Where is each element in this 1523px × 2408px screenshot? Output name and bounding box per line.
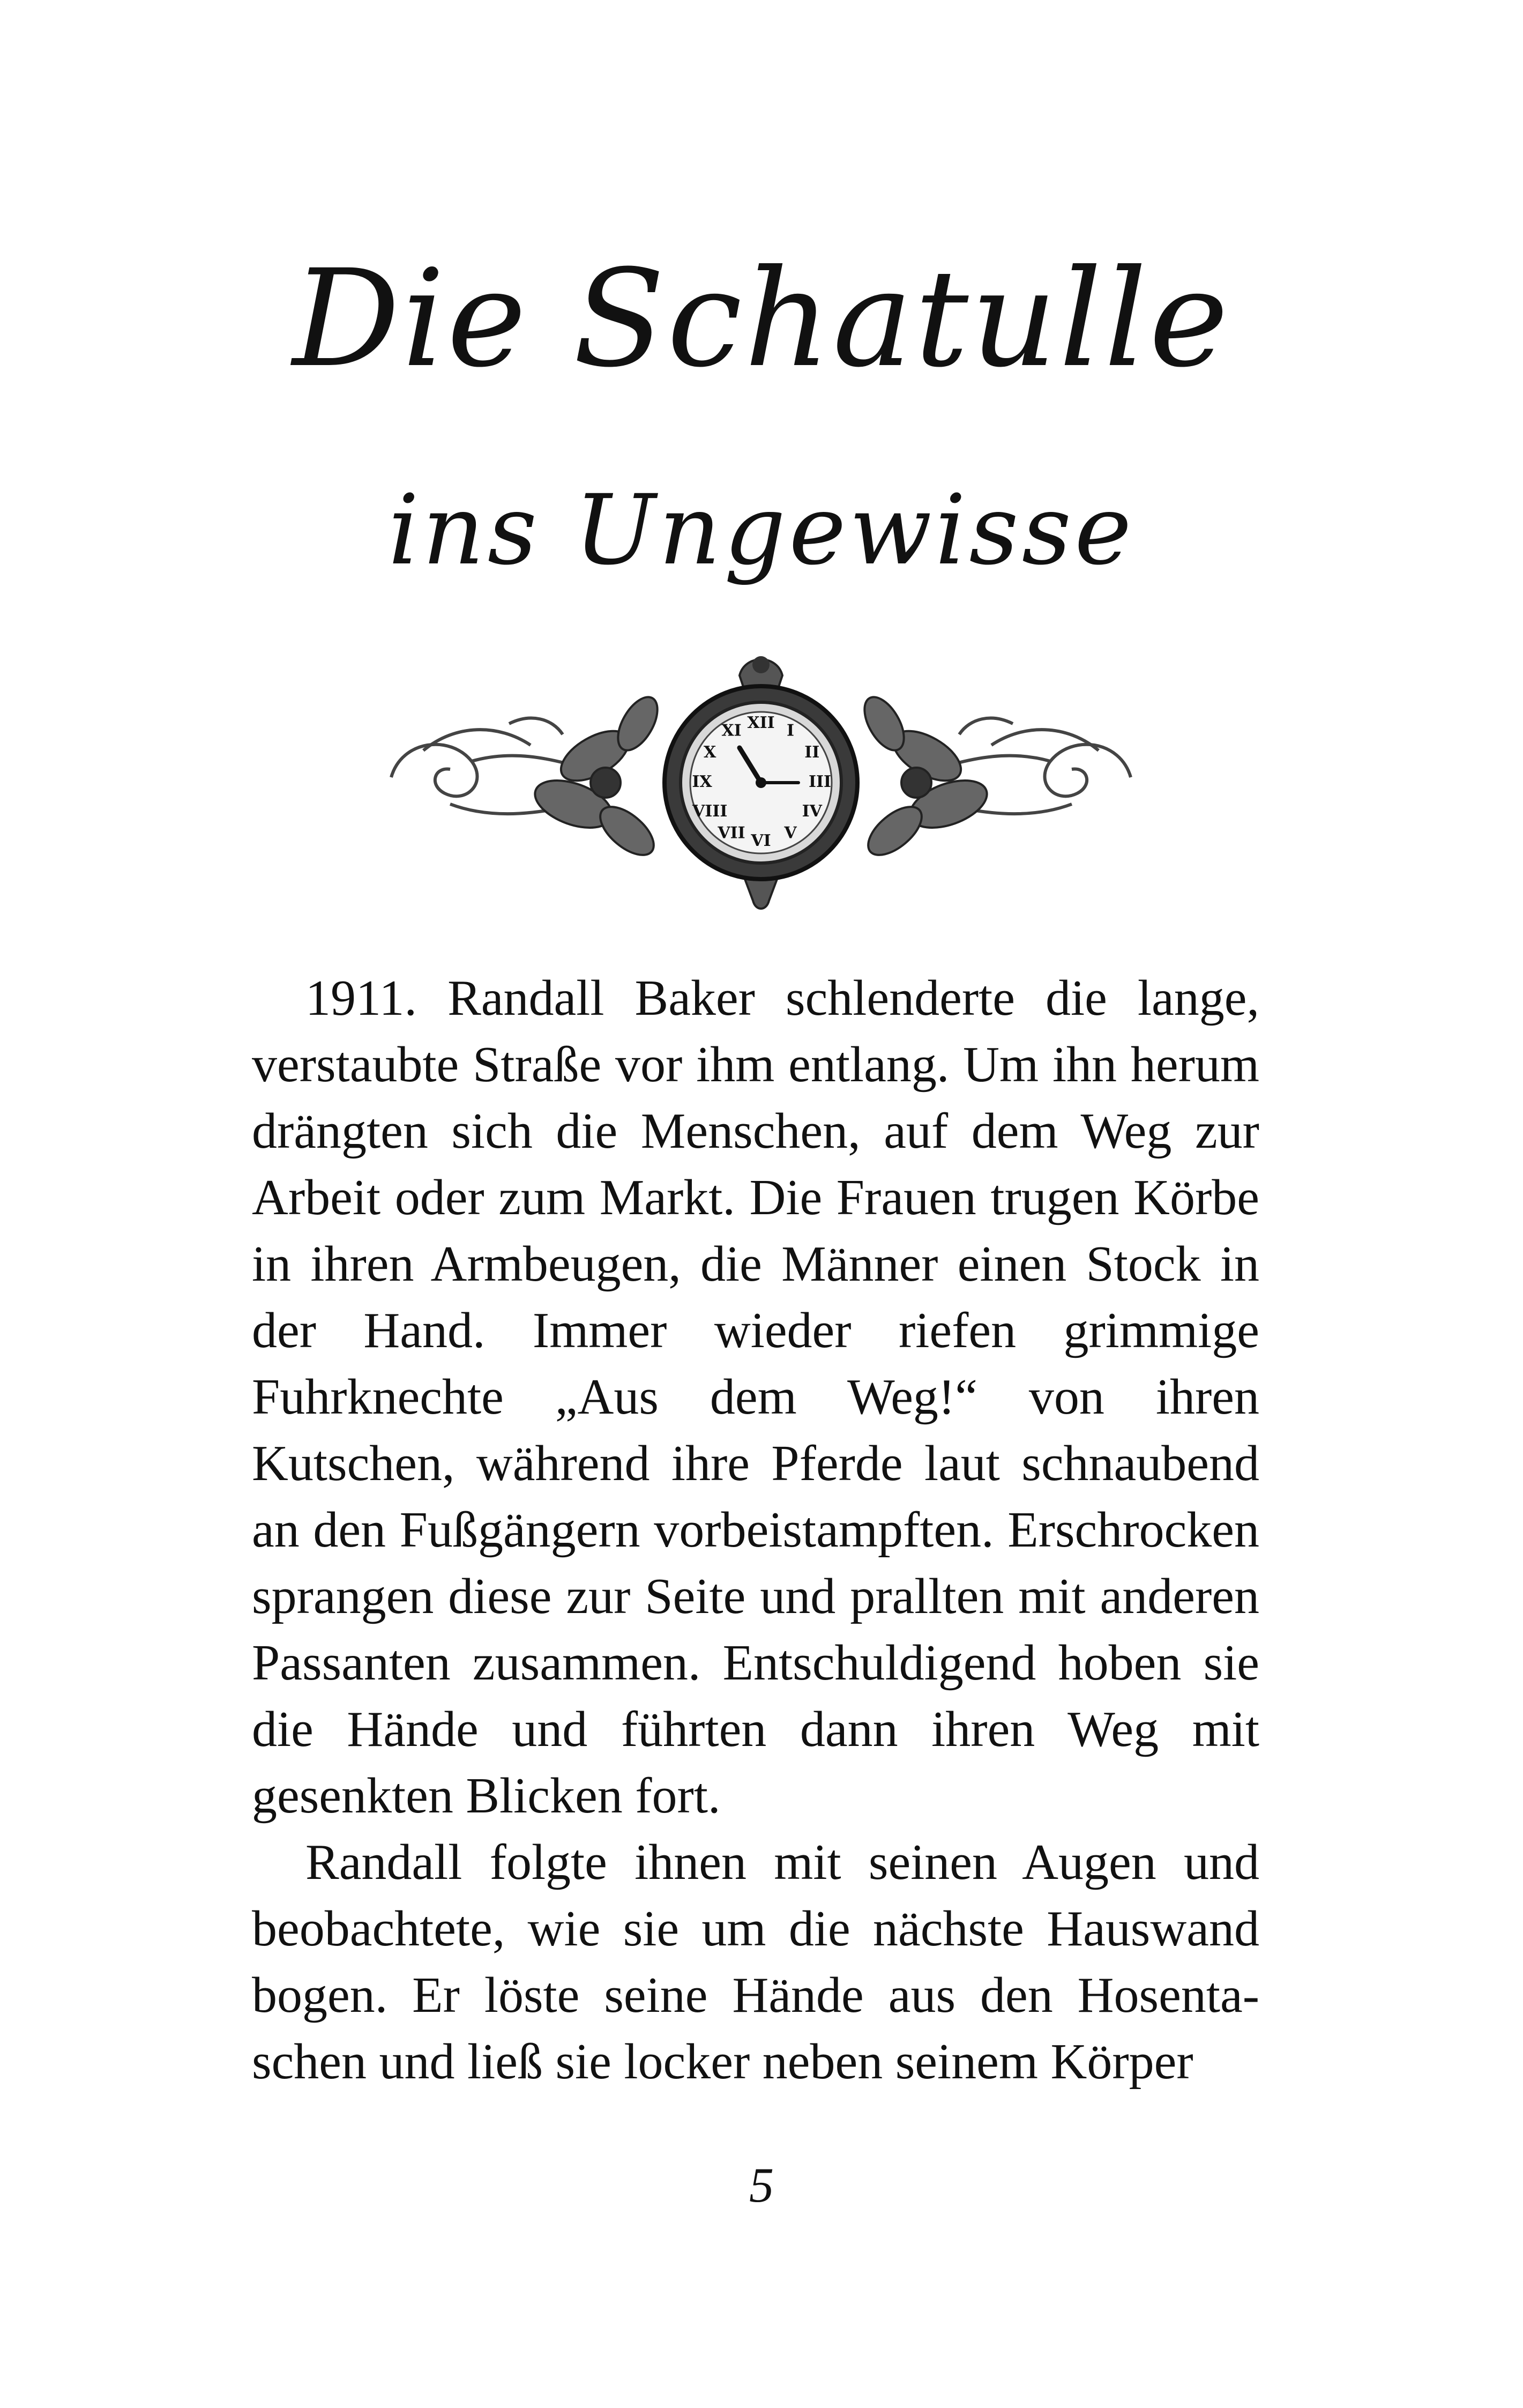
clock-numeral: X [704,743,716,762]
paragraph-1: 1911. Randall Baker schlenderte die lange, verstaubte Straße vor ihm entlang. Um ihn herum drängten sich die Menschen, auf dem Weg zur Arbeit oder zum Markt. Die Frauen trugen Körbe in ihren Armbeugen, die Männer einen Stock in der Hand. Immer wieder riefen grimmige Fuhrknechte „Aus dem Weg!“ von ihren Kutschen, während ihre Pferde laut schnaubend an den Fußgängern vorbeistampften. Erschrocken sprangen diese zur Seite und prallten mit anderen Passanten zusammen. Entschuldigend hoben sie die Hände und führten dann ihren Weg mit gesenkten Blicken fort. [252,970,1259,1824]
page-number: 5 [749,2158,774,2212]
clock-numeral: IX [692,772,712,791]
clock-with-flowers-ornament-icon [370,643,1152,922]
clock-numeral: XI [721,721,742,740]
chapter-title: Die Schatulle [292,241,1231,397]
clock-numeral: VI [751,831,771,850]
clock-numeral: XII [747,714,775,732]
clock-numeral: V [784,823,797,843]
clock-numeral: I [786,721,795,740]
clock-numeral: III [808,772,832,791]
body-text [252,965,1259,2095]
clock-numeral: VII [718,823,745,843]
clock-numeral: IV [802,802,822,821]
chapter-subtitle: ins Ungewisse [388,474,1135,586]
paragraph-2: Randall folgte ihnen mit seinen Augen und beobachtete, wie sie um die nächste Hauswand bogen. Er löste seine Hände aus den Hosentaschen und ließ sie locker neben seinem Körper [252,1834,1259,2090]
clock-numeral: VIII [692,802,728,821]
clock-numeral: II [804,743,820,762]
